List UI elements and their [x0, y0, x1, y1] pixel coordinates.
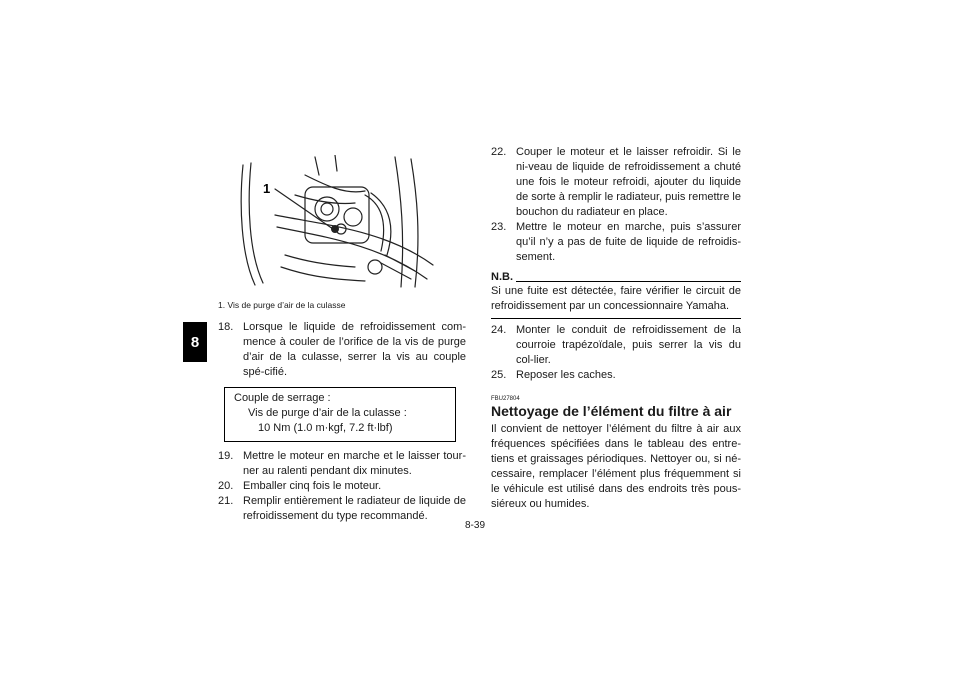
spec-value: 10 Nm (1.0 m·kgf, 7.2 ft·lbf) — [258, 422, 393, 434]
step-text: Couper le moteur et le laisser refroidir. Si le ni-veau de liquide de refroidissement a chuté une fois le moteur refroidi, ajouter du liquide de sorte à remplir le radiateur, puis remettre le bouchon du radiateur en place. — [516, 146, 741, 218]
note-label: N.B. — [491, 271, 513, 283]
step-number: 18. — [218, 321, 234, 333]
step-21 — [218, 494, 466, 524]
section-body: Il convient de nettoyer l’élément du filtre à air aux fréquences spécifiées dans le tableau des entre-tiens et graissages périodiques. Nettoyer ou, si né-cessaire, remplacer l’élément plus fréquemment si le véhicule est utilisé dans des endroits très pous-siéreux ou humides. — [491, 423, 741, 510]
figure-callout-1: 1 — [263, 181, 271, 196]
step-text: Lorsque le liquide de refroidissement com-mence à couler de l’orifice de la vis de purge d’air de la culasse, serrer la vis au couple spé-cifié. — [243, 321, 466, 378]
note-end-rule — [491, 318, 741, 319]
step-25 — [491, 368, 741, 383]
step-text: Monter le conduit de refroidissement de la courroie trapézoïdale, puis serrer la vis du col-lier. — [516, 324, 741, 366]
step-20 — [218, 479, 466, 494]
section-code: FBU27804 — [491, 396, 520, 402]
right-column — [491, 145, 741, 512]
engine-illustration — [215, 155, 438, 291]
note-header — [491, 271, 741, 284]
torque-spec-box — [224, 387, 456, 442]
section-heading: Nettoyage de l’élément du filtre à air — [491, 403, 732, 419]
step-number: 20. — [218, 480, 234, 492]
step-number: 22. — [491, 146, 507, 158]
note-rule — [516, 281, 741, 282]
note-text: Si une fuite est détectée, faire vérifier le circuit de refroidissement par un concessionnaire Yamaha. — [491, 285, 741, 312]
chapter-tab: 8 — [183, 322, 207, 362]
step-number: 21. — [218, 495, 234, 507]
step-19 — [218, 449, 466, 479]
left-column — [218, 320, 466, 524]
step-text: Remplir entièrement le radiateur de liquide de refroidissement du type recommandé. — [243, 495, 466, 522]
spec-item: Vis de purge d’air de la culasse : — [248, 407, 407, 419]
step-number: 19. — [218, 450, 234, 462]
step-number: 23. — [491, 221, 507, 233]
step-text: Mettre le moteur en marche, puis s’assurer qu’il n’y a pas de fuite de liquide de refroidis-sement. — [516, 221, 741, 263]
figure-caption: 1. Vis de purge d’air de la culasse — [218, 300, 346, 310]
step-22 — [491, 145, 741, 220]
page-number: 8-39 — [465, 520, 486, 531]
step-24 — [491, 323, 741, 368]
step-text: Emballer cinq fois le moteur. — [243, 480, 382, 492]
step-text: Mettre le moteur en marche et le laisser tour-ner au ralenti pendant dix minutes. — [243, 450, 466, 477]
step-text: Reposer les caches. — [516, 369, 616, 381]
step-18 — [218, 320, 466, 380]
step-number: 24. — [491, 324, 507, 336]
step-23 — [491, 220, 741, 265]
spec-title: Couple de serrage : — [234, 392, 331, 404]
step-number: 25. — [491, 369, 507, 381]
